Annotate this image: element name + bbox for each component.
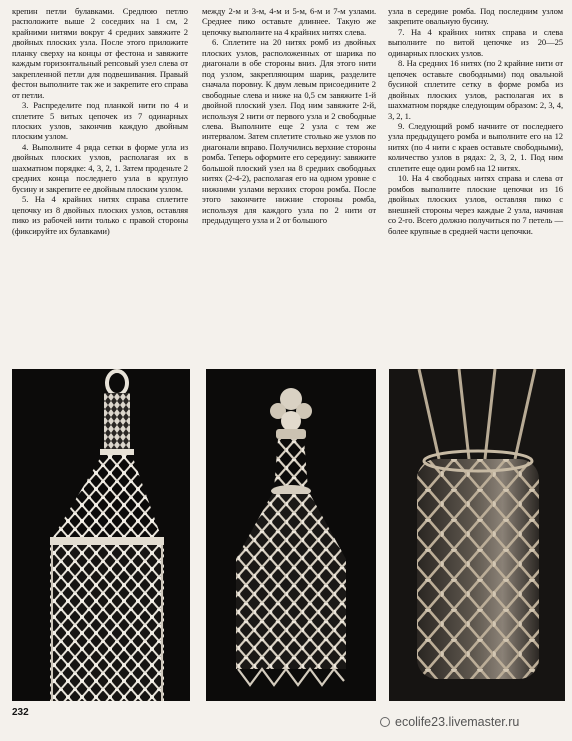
watermark-text: ecolife23.livemaster.ru: [395, 715, 520, 729]
text-column-3: [388, 6, 563, 236]
paragraph: 8. На средних 16 нитях (по 2 крайние нити от цепочек оставьте свободными) под овальной бусиной сплетите сетку в форме ромба из двойных плоских узлов, располагая их в шахматном порядке следующим образом: 2, 3, 4, 3, 2, 1.: [388, 58, 563, 121]
bottle-image: [206, 369, 376, 701]
text-column-2: [202, 6, 376, 226]
text-column-1: [12, 6, 188, 236]
paragraph: 9. Следующий ромб начните от последнего узла предыдущего ромба и выполните его на 12 нитях (по 4 нити с краев оставьте свободными), количество узлов в рядах: 2, 3, 2, 1. Под ним сплетите еще один ромб на 12 нитях.: [388, 120, 563, 173]
bottle-image: [12, 369, 190, 701]
paragraph: между 2-м и 3-м, 4-м и 5-м, 6-м и 7-м узлами. Среднее пико оставьте длиннее. Такую же цепочку выполните на 4 крайних нитях слева.: [202, 6, 376, 37]
paragraph: узла в середине ромба. Под последним узлом закрепите овальную бусину.: [388, 6, 563, 27]
shop-logo-icon: [380, 717, 390, 727]
paragraph: крепин петли булавками. Средлюю петлю расположите выше 2 соседних на 1 см, 2 крайними нитями вокруг 4 средних завяжите 2 двойных плоских узла. После этого приложите планку сверху на концы от фестона и завяжите каждым горизонтальный репсовый узел слева от закрепленной петли для подвешивания. Правый фестон выполните так же и закрепите его справа от петли.: [12, 6, 188, 100]
watermark: [380, 715, 519, 729]
paragraph: 3. Распределите под планкой нити по 4 и сплетите 5 витых цепочек из 7 одинарных плоских узлов, закончив каждую двойным плоским узлом.: [12, 100, 188, 142]
photo-macrame-bottle-1: [12, 369, 190, 701]
paragraph: 5. На 4 крайних нитях справа сплетите цепочку из 8 двойных плоских узлов, оставляя пико из рабочей нити только с правой стороны (фиксируйте их булавками): [12, 194, 188, 236]
paragraph: 10. На 4 свободных нитях справа и слева от ромбов выполните плоские цепочки из 16 двойных плоских узлов, оставляя пико с внешней стороны через каждые 2 узла, начиная со 2-го. Всего должно получиться по 7 петель — более крупные в средней части цепочки.: [388, 173, 563, 236]
page-number: 232: [12, 707, 29, 718]
paragraph: 7. На 4 крайних нитях справа и слева выполните по витой цепочке из 20—25 одинарных плоских узлов.: [388, 26, 563, 58]
jar-image: [389, 369, 565, 701]
photo-macrame-bottle-2: [206, 369, 376, 701]
photo-macrame-jar: [389, 369, 565, 701]
paragraph: 4. Выполните 4 ряда сетки в форме угла из двойных плоских узлов, располагая их в шахматном порядке: 4, 3, 2, 1. Затем проденьте 2 средних конца последнего узла в круглую бусину и закрепите ее двойным плоским узлом.: [12, 141, 188, 194]
paragraph: 6. Сплетите на 20 нитях ромб из двойных плоских узлов, расположенных от шарика по диагонали в обе стороны вниз. Для этого нити под узлом, закрепляющим шарик, разделите сначала поровну. К двум левым присоедините 2 свободные слева и ниже на 0,5 см завяжите 1-й двойной плоский узел. Под ним завяжите 2-й, используя 2 нити от первого узла и 2 свободные слева. Выполните еще 2 узла с тем же интервалом. Затем сплетите столько же узлов по диагонали вправо. Получились верхние стороны ромба. Теперь оформите его середину: завяжите большой плоский узел на 8 средних свободных нитях (2-4-2), располагая его на одном уровне с нижними узлами верхних сторон ромба. После этого закончите нижние стороны ромба, используя для каждого узла по 2 нити от предыдущего узла и 2 от большого: [202, 37, 376, 226]
